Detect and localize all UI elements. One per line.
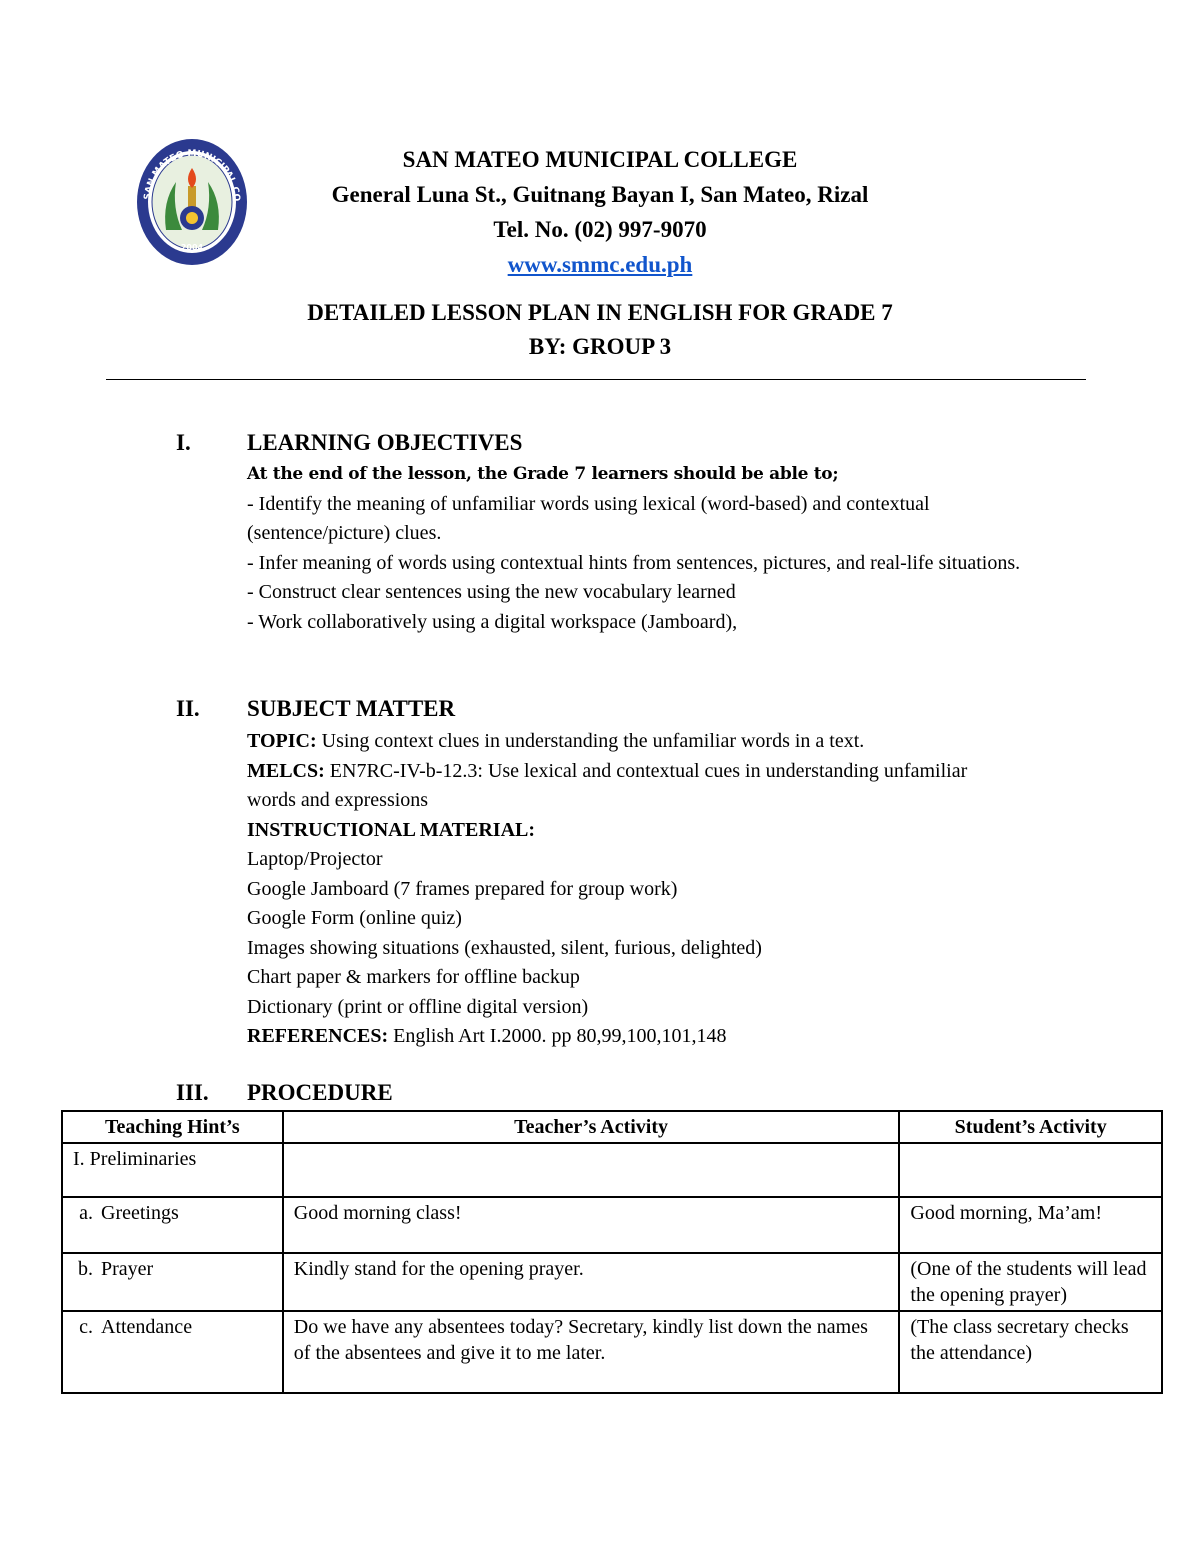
hint-letter: a. — [79, 1202, 93, 1224]
section-1-heading: LEARNING OBJECTIVES — [247, 430, 523, 455]
objectives-block — [247, 460, 1077, 637]
topic-line — [247, 727, 1077, 757]
hint-letter: b. — [78, 1258, 93, 1280]
objective-item: - Work collaboratively using a digital workspace (Jamboard), — [247, 610, 738, 633]
section-3-heading: PROCEDURE — [247, 1080, 393, 1105]
column-header: Student’s Activity — [899, 1111, 1162, 1143]
objectives-lead: At the end of the lesson, the Grade 7 learners should be able to; — [247, 464, 839, 484]
student-cell: (One of the students will lead the opening prayer) — [899, 1253, 1162, 1311]
header-divider — [106, 379, 1086, 380]
student-cell: (The class secretary checks the attendance) — [899, 1311, 1162, 1393]
material-item: Images showing situations (exhausted, silent, furious, delighted) — [247, 936, 762, 959]
topic-text: Using context clues in understanding the unfamiliar words in a text. — [316, 730, 865, 752]
teacher-cell: Do we have any absentees today? Secretary, kindly list down the names of the absentees and give it to me later. — [283, 1311, 900, 1393]
materials-label: INSTRUCTIONAL MATERIAL: — [247, 818, 536, 841]
hint-cell — [62, 1311, 283, 1393]
college-address: General Luna St., Guitnang Bayan I, San Mateo, Rizal — [331, 182, 869, 207]
references-label: REFERENCES: — [247, 1025, 389, 1047]
empty-cell — [899, 1143, 1162, 1197]
empty-cell — [283, 1143, 900, 1197]
title-line-1: DETAILED LESSON PLAN IN ENGLISH FOR GRADE 7 — [307, 300, 893, 325]
melcs-label: MELCS: — [247, 759, 325, 782]
procedure-table — [61, 1110, 1163, 1394]
college-name: SAN MATEO MUNICIPAL COLLEGE — [402, 147, 798, 172]
teacher-cell: Kindly stand for the opening prayer. — [283, 1253, 900, 1311]
table-row — [62, 1311, 1162, 1393]
section-1-number: I. — [176, 430, 191, 455]
section-2-number: II. — [176, 696, 200, 721]
hint-text: Greetings — [101, 1202, 179, 1224]
title-line-2: BY: GROUP 3 — [528, 334, 672, 359]
student-cell: Good morning, Ma’am! — [899, 1197, 1162, 1253]
material-item: Laptop/Projector — [247, 848, 383, 870]
document-title — [200, 296, 1000, 364]
teacher-cell: Good morning class! — [283, 1197, 900, 1253]
hint-letter: c. — [79, 1316, 93, 1338]
table-row — [62, 1197, 1162, 1253]
melcs-text: EN7RC-IV-b-12.3: Use lexical and contextual cues in understanding unfamiliar words and expressions — [247, 759, 968, 811]
references-text: English Art I.2000. pp 80,99,100,101,148 — [388, 1025, 727, 1047]
objective-item: - Identify the meaning of unfamiliar words using lexical (word-based) and contextual (sentence/picture) clues. — [247, 492, 930, 544]
section-3-number: III. — [176, 1080, 209, 1105]
column-header: Teacher’s Activity — [283, 1111, 900, 1143]
references-line — [247, 1022, 1077, 1052]
objective-item: - Infer meaning of words using contextual hints from sentences, pictures, and real-life situations. — [247, 551, 1021, 574]
seal-text: SAN MATEO MUNICIPAL CO — [142, 148, 242, 202]
seal-year: 2004 — [180, 243, 204, 252]
section-2-heading: SUBJECT MATTER — [247, 696, 456, 721]
material-item: Chart paper & markers for offline backup — [247, 966, 580, 988]
material-item: Google Jamboard (7 frames prepared for group work) — [247, 877, 678, 900]
hint-cell — [62, 1253, 283, 1311]
hint-cell — [62, 1197, 283, 1253]
website-link[interactable]: www.smmc.edu.ph — [507, 252, 693, 277]
subject-block — [247, 727, 1077, 1052]
hint-text: Prayer — [101, 1258, 154, 1280]
material-item: Google Form (online quiz) — [247, 907, 462, 929]
melcs-line — [247, 757, 1007, 816]
column-header: Teaching Hint’s — [62, 1111, 283, 1143]
table-row — [62, 1253, 1162, 1311]
letterhead — [200, 142, 1000, 282]
topic-label: TOPIC: — [247, 730, 317, 752]
material-item: Dictionary (print or offline digital version) — [247, 995, 589, 1018]
table-row — [62, 1143, 1162, 1197]
college-phone: Tel. No. (02) 997-9070 — [493, 217, 707, 242]
objective-item: - Construct clear sentences using the new vocabulary learned — [247, 581, 736, 603]
hint-text: Attendance — [101, 1316, 193, 1338]
table-header-row — [62, 1111, 1162, 1143]
preliminaries-cell: I. Preliminaries — [62, 1143, 283, 1197]
